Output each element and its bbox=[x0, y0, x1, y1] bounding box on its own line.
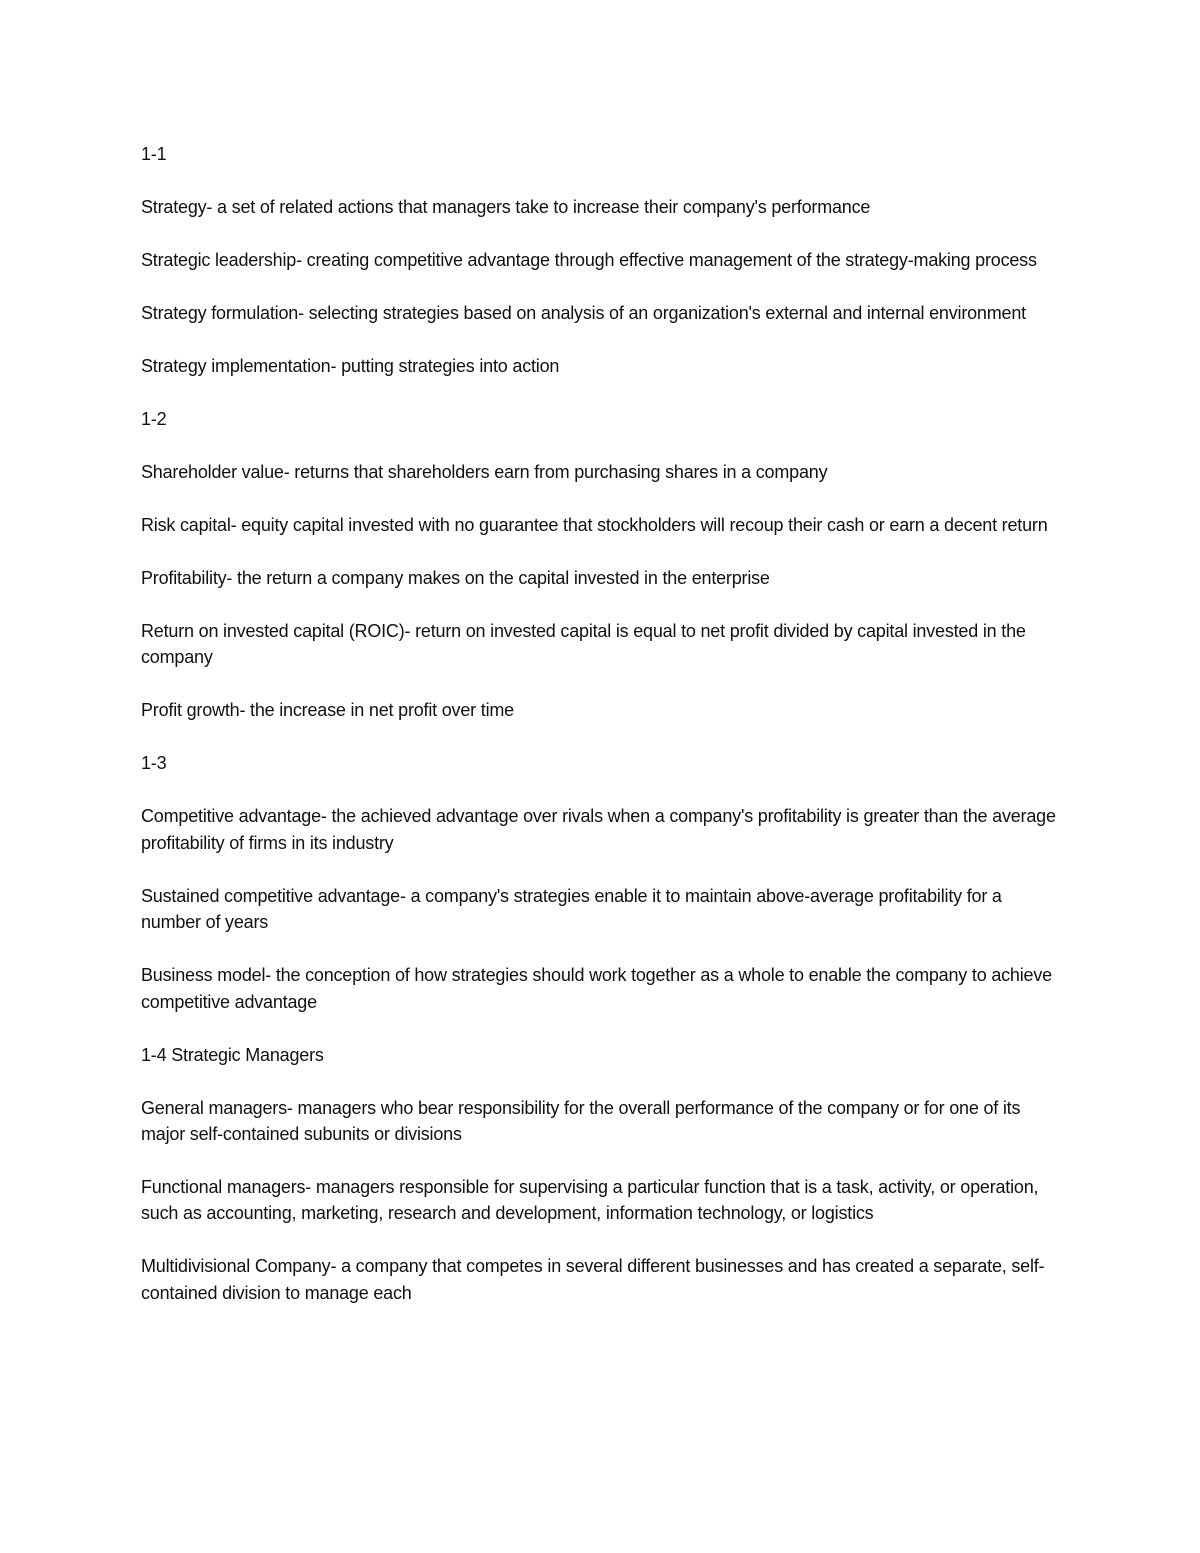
definition-strategic-leadership: Strategic leadership- creating competitive advantage through effective management of the strategy-making process bbox=[141, 250, 1037, 270]
definition-business-model: Business model- the conception of how strategies should work together as a whole to enable the company to achieve competitive advantage bbox=[141, 965, 1052, 1012]
section-heading-1-4: 1-4 Strategic Managers bbox=[141, 1044, 324, 1065]
definition-strategy-formulation: Strategy formulation- selecting strategies based on analysis of an organization's external and internal environment bbox=[141, 303, 1026, 323]
definition-profit-growth: Profit growth- the increase in net profit over time bbox=[141, 700, 514, 721]
definition-competitive-advantage: Competitive advantage- the achieved advantage over rivals when a company's profitability is greater than the average profitability of firms in its industry bbox=[141, 806, 1056, 853]
definition-strategy: Strategy- a set of related actions that managers take to increase their company's performance bbox=[141, 197, 871, 217]
definition-multidivisional-company: Multidivisional Company- a company that competes in several different businesses and has created a separate, self-contained division to manage each bbox=[141, 1256, 1045, 1303]
definition-strategy-implementation: Strategy implementation- putting strategies into action bbox=[141, 356, 560, 376]
section-heading-1-1: 1-1 bbox=[141, 144, 167, 164]
definition-profitability: Profitability- the return a company makes on the capital invested in the enterprise bbox=[141, 568, 770, 588]
definition-roic: Return on invested capital (ROIC)- return on invested capital is equal to net profit divided by capital invested in the company bbox=[141, 621, 1026, 668]
definition-general-managers: General managers- managers who bear responsibility for the overall performance of the company or for one of its major self-contained subunits or divisions bbox=[141, 1097, 1021, 1145]
document-body bbox=[141, 141, 1066, 1333]
definition-risk-capital: Risk capital- equity capital invested with no guarantee that stockholders will recoup their cash or earn a decent return bbox=[141, 515, 1048, 535]
section-heading-1-2: 1-2 bbox=[141, 409, 167, 429]
definition-functional-managers: Functional managers- managers responsible for supervising a particular function that is a task, activity, or operation, such as accounting, marketing, research and development, information technology, or logistics bbox=[141, 1177, 1039, 1224]
definition-shareholder-value: Shareholder value- returns that shareholders earn from purchasing shares in a company bbox=[141, 462, 828, 482]
section-heading-1-3: 1-3 bbox=[141, 753, 167, 774]
definition-sustained-competitive-advantage: Sustained competitive advantage- a company's strategies enable it to maintain above-average profitability for a number of years bbox=[141, 885, 1002, 933]
